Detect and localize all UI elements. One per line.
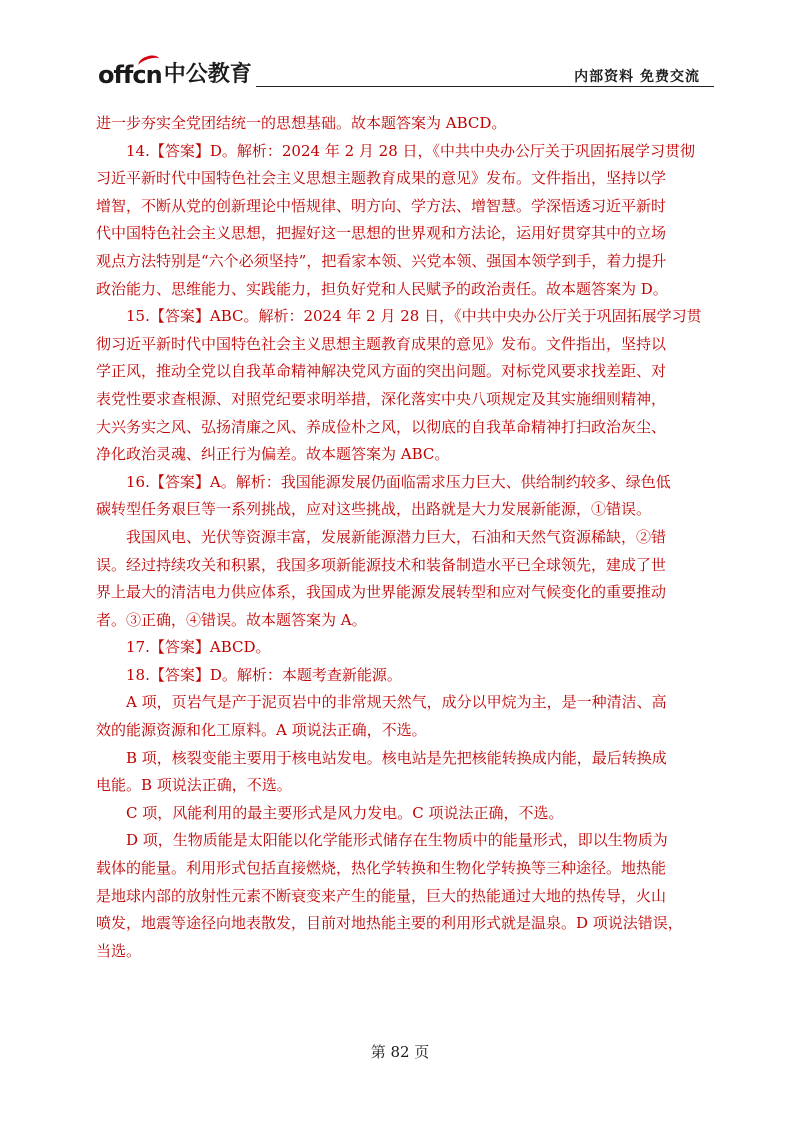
text-line: 学正风，推动全党以自我革命精神解决党风方面的突出问题。对标党风要求找差距、对 [96, 362, 667, 381]
text-line: 误。经过持续攻关和积累，我国多项新能源技术和装备制造水平已全球领先，建成了世 [96, 555, 667, 574]
text-line: 者。③正确，④错误。故本题答案为 A。 [96, 610, 367, 629]
text-line: 碳转型任务艰巨等一系列挑战，应对这些挑战，出路就是大力发展新能源，①错误。 [96, 500, 652, 519]
text-line: D 项，生物质能是太阳能以化学能形式储存在生物质中的能量形式，即以生物质为 [126, 831, 668, 850]
text-line: 政治能力、思维能力、实践能力，担负好党和人民赋予的政治责任。故本题答案为 D。 [96, 279, 668, 298]
text-line: 14.【答案】D。解析：2024 年 2 月 28 日，《中共中央办公厅关于巩固拓展学习贯彻 [126, 141, 696, 160]
text-line: 我国风电、光伏等资源丰富，发展新能源潜力巨大，石油和天然气资源稀缺，②错 [126, 527, 667, 546]
text-line: 彻习近平新时代中国特色社会主义思想主题教育成果的意见》发布。文件指出，坚持以 [96, 334, 667, 353]
text-line: 观点方法特别是“六个必须坚持”，把看家本领、兴党本领、强国本领学到手，着力提升 [96, 251, 667, 270]
logo-latin-text: offcn [98, 61, 162, 89]
text-line: B 项，核裂变能主要用于核电站发电。核电站是先把核能转换成内能，最后转换成 [126, 748, 667, 767]
text-line: 载体的能量。利用形式包括直接燃烧，热化学转换和生物化学转换等三种途径。地热能 [96, 859, 667, 878]
text-line: 16.【答案】A。解析：我国能源发展仍面临需求压力巨大、供给制约较多、绿色低 [126, 472, 671, 491]
text-line: C 项，风能利用的最主要形式是风力发电。C 项说法正确，不选。 [126, 803, 564, 822]
logo-chinese-text: 中公教育 [163, 62, 252, 87]
text-line: 表党性要求查根源、对照党纪要求明举措，深化落实中央八项规定及其实施细则精神， [96, 389, 667, 408]
text-line: 是地球内部的放射性元素不断衰变来产生的能量，巨大的热能通过大地的热传导，火山 [96, 886, 667, 905]
text-line: 15.【答案】ABC。解析：2024 年 2 月 28 日，《中共中央办公厅关于巩固拓展学习贯 [126, 307, 702, 326]
text-line: 大兴务实之风、弘扬清廉之风、养成俭朴之风，以彻底的自我革命精神打扫政治灰尘、 [96, 417, 667, 436]
text-line: 电能。B 项说法正确，不选。 [96, 776, 292, 795]
text-line: 净化政治灵魂、纠正行为偏差。故本题答案为 ABC。 [96, 445, 450, 464]
text-line: 增智，不断从党的创新理论中悟规律、明方向、学方法、增智慧。学深悟透习近平新时 [96, 196, 667, 215]
answer-explanations [96, 110, 702, 965]
text-line: 代中国特色社会主义思想，把握好这一思想的世界观和方法论，运用好贯穿其中的立场 [96, 224, 667, 243]
text-line: 进一步夯实全党团结统一的思想基础。故本题答案为 ABCD。 [96, 114, 507, 132]
text-line: 当选。 [96, 941, 142, 960]
header-divider [256, 86, 714, 87]
text-line: 喷发，地震等途径向地表散发，目前对地热能主要的利用形式就是温泉。D 项说法错误， [96, 914, 683, 933]
text-line: 17.【答案】ABCD。 [126, 638, 271, 657]
text-line: 效的能源资源和化工原料。A 项说法正确，不选。 [96, 721, 427, 740]
header-label: 内部资料 免费交流 [574, 69, 700, 85]
text-line: 18.【答案】D。解析：本题考查新能源。 [126, 665, 402, 684]
text-line: 习近平新时代中国特色社会主义思想主题教育成果的意见》发布。文件指出，坚持以学 [96, 169, 667, 188]
offcn-logo [98, 62, 252, 88]
text-line: 界上最大的清洁电力供应体系，我国成为世界能源发展转型和应对气候变化的重要推动 [96, 583, 667, 602]
text-line: A 项，页岩气是产于泥页岩中的非常规天然气，成分以甲烷为主，是一种清洁、高 [126, 693, 667, 712]
page-header [90, 60, 714, 90]
page-number: 第 82 页 [370, 1043, 430, 1061]
